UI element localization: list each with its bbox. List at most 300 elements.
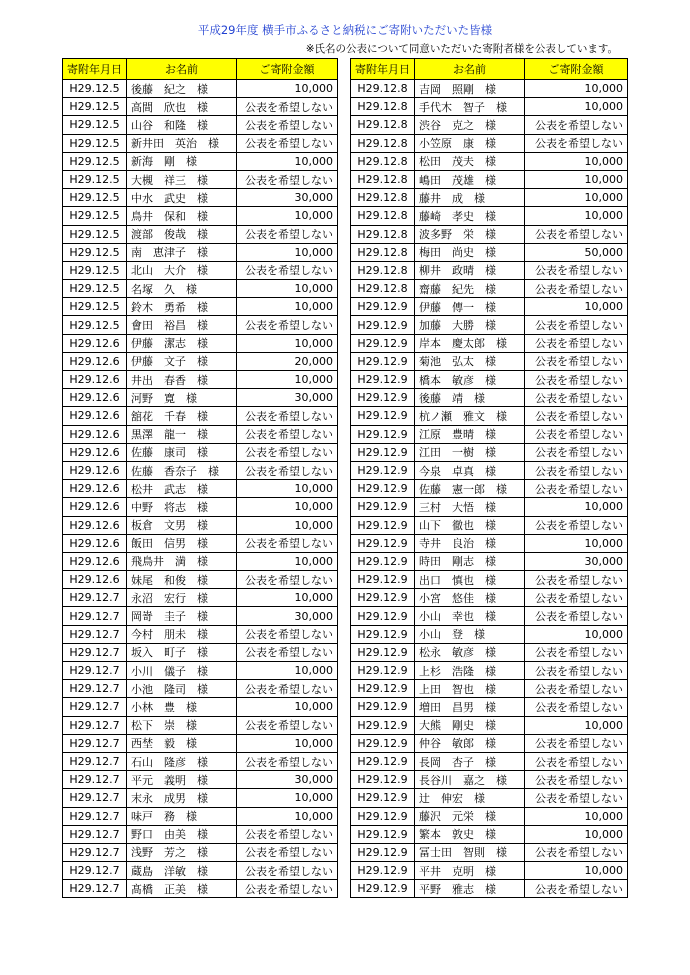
name-cell: 藤沢 元栄 様 (415, 807, 525, 825)
date-cell: H29.12.6 (63, 480, 127, 498)
table-row (63, 807, 338, 825)
date-cell: H29.12.6 (63, 389, 127, 407)
name-cell: 浅野 芳之 様 (127, 843, 237, 861)
amount-cell: 10,000 (525, 807, 628, 825)
name-cell: 増田 昌男 様 (415, 698, 525, 716)
date-cell: H29.12.5 (63, 116, 127, 134)
amount-cell: 10,000 (237, 80, 338, 98)
name-cell: 江田 一樹 様 (415, 443, 525, 461)
table-row (63, 516, 338, 534)
table-row (63, 207, 338, 225)
date-cell: H29.12.6 (63, 571, 127, 589)
amount-cell: 公表を希望しない (525, 607, 628, 625)
name-cell: 小笠原 康 様 (415, 134, 525, 152)
amount-cell: 30,000 (237, 607, 338, 625)
table-row (351, 371, 628, 389)
amount-cell: 公表を希望しない (525, 662, 628, 680)
date-cell: H29.12.6 (63, 334, 127, 352)
table-row (351, 680, 628, 698)
date-cell: H29.12.7 (63, 643, 127, 661)
name-cell: 松永 敏彦 様 (415, 643, 525, 661)
date-cell: H29.12.7 (63, 880, 127, 898)
table-row (63, 680, 338, 698)
name-cell: 岸本 慶太郎 様 (415, 334, 525, 352)
amount-cell: 10,000 (525, 534, 628, 552)
name-cell: 松下 崇 様 (127, 716, 237, 734)
table-row (351, 461, 628, 479)
date-cell: H29.12.5 (63, 316, 127, 334)
name-cell: 加藤 大勝 様 (415, 316, 525, 334)
disclosure-note: ※氏名の公表について同意いただいた寄附者様を公表しています。 (305, 43, 618, 55)
table-row (351, 498, 628, 516)
name-cell: 齋藤 紀先 様 (415, 280, 525, 298)
name-cell: 黒澤 龍一 様 (127, 425, 237, 443)
date-cell: H29.12.9 (351, 371, 415, 389)
amount-cell: 20,000 (237, 352, 338, 370)
date-cell: H29.12.9 (351, 316, 415, 334)
amount-cell: 公表を希望しない (525, 425, 628, 443)
amount-cell: 公表を希望しない (525, 516, 628, 534)
amount-cell: 10,000 (525, 98, 628, 116)
date-cell: H29.12.9 (351, 407, 415, 425)
date-cell: H29.12.9 (351, 789, 415, 807)
table-header-row (351, 59, 628, 80)
table-row (351, 862, 628, 880)
table-row (351, 698, 628, 716)
date-cell: H29.12.8 (351, 280, 415, 298)
amount-cell: 公表を希望しない (525, 280, 628, 298)
amount-cell: 10,000 (237, 789, 338, 807)
table-row (351, 552, 628, 570)
date-cell: H29.12.7 (63, 716, 127, 734)
name-cell: 伊藤 傳一 様 (415, 298, 525, 316)
amount-cell: 公表を希望しない (525, 225, 628, 243)
name-cell: 後藤 靖 様 (415, 389, 525, 407)
name-cell: 小山 幸也 様 (415, 607, 525, 625)
date-cell: H29.12.5 (63, 80, 127, 98)
table-row (351, 880, 628, 898)
amount-cell: 30,000 (237, 771, 338, 789)
table-row (63, 589, 338, 607)
amount-cell: 10,000 (525, 152, 628, 170)
table-row (63, 352, 338, 370)
amount-cell: 10,000 (525, 625, 628, 643)
amount-cell: 公表を希望しない (525, 680, 628, 698)
name-cell: 會田 裕昌 様 (127, 316, 237, 334)
date-cell: H29.12.5 (63, 134, 127, 152)
name-cell: 上杉 浩隆 様 (415, 662, 525, 680)
table-row (63, 134, 338, 152)
table-row (351, 825, 628, 843)
amount-cell: 10,000 (525, 716, 628, 734)
amount-cell: 公表を希望しない (237, 443, 338, 461)
date-cell: H29.12.8 (351, 225, 415, 243)
date-cell: H29.12.7 (63, 662, 127, 680)
date-cell: H29.12.8 (351, 80, 415, 98)
name-cell: 末永 成男 様 (127, 789, 237, 807)
date-cell: H29.12.8 (351, 170, 415, 188)
date-cell: H29.12.5 (63, 225, 127, 243)
table-row (351, 170, 628, 188)
table-row (351, 789, 628, 807)
table-row (63, 443, 338, 461)
name-cell: 長岡 杏子 様 (415, 752, 525, 770)
date-cell: H29.12.9 (351, 662, 415, 680)
date-cell: H29.12.9 (351, 334, 415, 352)
date-cell: H29.12.6 (63, 516, 127, 534)
date-cell: H29.12.8 (351, 207, 415, 225)
name-cell: 渋谷 克之 様 (415, 116, 525, 134)
table-row (63, 789, 338, 807)
table-row (63, 152, 338, 170)
table-row (351, 116, 628, 134)
table-row (63, 298, 338, 316)
table-row (63, 862, 338, 880)
name-cell: 鳥井 保和 様 (127, 207, 237, 225)
table-row (351, 752, 628, 770)
amount-cell: 公表を希望しない (525, 443, 628, 461)
date-cell: H29.12.8 (351, 98, 415, 116)
name-cell: 新海 剛 様 (127, 152, 237, 170)
date-cell: H29.12.6 (63, 552, 127, 570)
amount-cell: 10,000 (237, 698, 338, 716)
date-cell: H29.12.7 (63, 771, 127, 789)
table-row (351, 243, 628, 261)
table-row (63, 116, 338, 134)
date-cell: H29.12.9 (351, 534, 415, 552)
date-cell: H29.12.5 (63, 152, 127, 170)
table-row (351, 662, 628, 680)
name-cell: 手代木 智子 様 (415, 98, 525, 116)
date-cell: H29.12.8 (351, 134, 415, 152)
table-row (63, 698, 338, 716)
amount-cell: 10,000 (525, 498, 628, 516)
header-amount: ご寄附金額 (525, 59, 628, 80)
amount-cell: 公表を希望しない (525, 480, 628, 498)
amount-cell: 公表を希望しない (525, 698, 628, 716)
name-cell: 柳井 政晴 様 (415, 261, 525, 279)
name-cell: 佐藤 憲一郎 様 (415, 480, 525, 498)
date-cell: H29.12.8 (351, 189, 415, 207)
name-cell: 河野 寛 様 (127, 389, 237, 407)
table-row (63, 607, 338, 625)
table-row (63, 571, 338, 589)
date-cell: H29.12.6 (63, 407, 127, 425)
date-cell: H29.12.6 (63, 498, 127, 516)
amount-cell: 30,000 (237, 189, 338, 207)
date-cell: H29.12.5 (63, 189, 127, 207)
date-cell: H29.12.6 (63, 425, 127, 443)
table-row (63, 425, 338, 443)
table-row (63, 734, 338, 752)
donor-table-right (350, 58, 628, 898)
name-cell: 松田 茂夫 様 (415, 152, 525, 170)
table-row (63, 170, 338, 188)
amount-cell: 10,000 (237, 516, 338, 534)
name-cell: 高間 欣也 様 (127, 98, 237, 116)
amount-cell: 公表を希望しない (237, 134, 338, 152)
amount-cell: 10,000 (237, 662, 338, 680)
name-cell: 吉岡 照剛 様 (415, 80, 525, 98)
table-row (351, 734, 628, 752)
amount-cell: 公表を希望しない (525, 734, 628, 752)
amount-cell: 10,000 (525, 825, 628, 843)
date-cell: H29.12.5 (63, 298, 127, 316)
amount-cell: 公表を希望しない (237, 571, 338, 589)
amount-cell: 10,000 (237, 298, 338, 316)
name-cell: 板倉 文男 様 (127, 516, 237, 534)
amount-cell: 公表を希望しない (237, 116, 338, 134)
amount-cell: 公表を希望しない (237, 643, 338, 661)
amount-cell: 公表を希望しない (237, 862, 338, 880)
date-cell: H29.12.9 (351, 389, 415, 407)
header-date: 寄附年月日 (351, 59, 415, 80)
date-cell: H29.12.9 (351, 862, 415, 880)
table-row (63, 498, 338, 516)
amount-cell: 公表を希望しない (525, 461, 628, 479)
date-cell: H29.12.9 (351, 498, 415, 516)
date-cell: H29.12.6 (63, 352, 127, 370)
amount-cell: 公表を希望しない (237, 716, 338, 734)
amount-cell: 公表を希望しない (237, 625, 338, 643)
amount-cell: 公表を希望しない (525, 880, 628, 898)
amount-cell: 公表を希望しない (237, 225, 338, 243)
name-cell: 永沼 宏行 様 (127, 589, 237, 607)
amount-cell: 10,000 (525, 862, 628, 880)
name-cell: 山下 徹也 様 (415, 516, 525, 534)
amount-cell: 公表を希望しない (525, 789, 628, 807)
amount-cell: 10,000 (525, 80, 628, 98)
date-cell: H29.12.9 (351, 625, 415, 643)
date-cell: H29.12.9 (351, 843, 415, 861)
date-cell: H29.12.5 (63, 170, 127, 188)
name-cell: 時田 剛志 様 (415, 552, 525, 570)
table-row (63, 625, 338, 643)
amount-cell: 公表を希望しない (525, 571, 628, 589)
amount-cell: 公表を希望しない (237, 261, 338, 279)
header-name: お名前 (127, 59, 237, 80)
name-cell: 寺井 良治 様 (415, 534, 525, 552)
date-cell: H29.12.6 (63, 443, 127, 461)
name-cell: 冨士田 智則 様 (415, 843, 525, 861)
name-cell: 上田 智也 様 (415, 680, 525, 698)
table-row (351, 80, 628, 98)
amount-cell: 10,000 (237, 498, 338, 516)
name-cell: 菊池 弘太 様 (415, 352, 525, 370)
name-cell: 味戸 務 様 (127, 807, 237, 825)
name-cell: 伊藤 文子 様 (127, 352, 237, 370)
amount-cell: 公表を希望しない (525, 589, 628, 607)
table-row (63, 280, 338, 298)
date-cell: H29.12.5 (63, 207, 127, 225)
date-cell: H29.12.5 (63, 243, 127, 261)
table-row (63, 880, 338, 898)
name-cell: 辻 伸宏 様 (415, 789, 525, 807)
date-cell: H29.12.8 (351, 243, 415, 261)
name-cell: 仲谷 敏郎 様 (415, 734, 525, 752)
amount-cell: 10,000 (525, 189, 628, 207)
table-row (351, 716, 628, 734)
date-cell: H29.12.7 (63, 589, 127, 607)
table-row (63, 261, 338, 279)
date-cell: H29.12.7 (63, 625, 127, 643)
table-row (351, 807, 628, 825)
table-row (351, 443, 628, 461)
name-cell: 大熊 剛史 様 (415, 716, 525, 734)
amount-cell: 10,000 (237, 152, 338, 170)
name-cell: 長谷川 嘉之 様 (415, 771, 525, 789)
table-row (63, 534, 338, 552)
date-cell: H29.12.9 (351, 607, 415, 625)
name-cell: 新井田 英治 様 (127, 134, 237, 152)
date-cell: H29.12.9 (351, 771, 415, 789)
table-row (351, 407, 628, 425)
table-row (351, 571, 628, 589)
name-cell: 松井 武志 様 (127, 480, 237, 498)
date-cell: H29.12.9 (351, 571, 415, 589)
table-row (351, 280, 628, 298)
amount-cell: 公表を希望しない (237, 680, 338, 698)
table-row (351, 98, 628, 116)
header-date: 寄附年月日 (63, 59, 127, 80)
name-cell: 岡嵜 圭子 様 (127, 607, 237, 625)
table-row (351, 152, 628, 170)
date-cell: H29.12.9 (351, 734, 415, 752)
name-cell: 北山 大介 様 (127, 261, 237, 279)
name-cell: 西埜 毅 様 (127, 734, 237, 752)
table-row (63, 825, 338, 843)
date-cell: H29.12.9 (351, 298, 415, 316)
date-cell: H29.12.6 (63, 461, 127, 479)
date-cell: H29.12.7 (63, 843, 127, 861)
amount-cell: 公表を希望しない (525, 261, 628, 279)
table-row (351, 516, 628, 534)
amount-cell: 公表を希望しない (525, 371, 628, 389)
amount-cell: 30,000 (525, 552, 628, 570)
amount-cell: 10,000 (237, 243, 338, 261)
table-row (63, 716, 338, 734)
date-cell: H29.12.6 (63, 534, 127, 552)
amount-cell: 10,000 (525, 207, 628, 225)
date-cell: H29.12.6 (63, 371, 127, 389)
amount-cell: 10,000 (237, 480, 338, 498)
name-cell: 名塚 久 様 (127, 280, 237, 298)
header-amount: ご寄附金額 (237, 59, 338, 80)
name-cell: 藤崎 孝史 様 (415, 207, 525, 225)
date-cell: H29.12.9 (351, 825, 415, 843)
table-row (351, 425, 628, 443)
amount-cell: 公表を希望しない (237, 534, 338, 552)
amount-cell: 公表を希望しない (237, 98, 338, 116)
name-cell: 今村 朋未 様 (127, 625, 237, 643)
name-cell: 平元 義明 様 (127, 771, 237, 789)
amount-cell: 公表を希望しない (237, 316, 338, 334)
table-row (351, 607, 628, 625)
name-cell: 杭ノ瀬 雅文 様 (415, 407, 525, 425)
name-cell: 妹尾 和俊 様 (127, 571, 237, 589)
date-cell: H29.12.7 (63, 698, 127, 716)
table-row (351, 316, 628, 334)
header-name: お名前 (415, 59, 525, 80)
table-row (63, 752, 338, 770)
table-row (351, 843, 628, 861)
amount-cell: 公表を希望しない (525, 134, 628, 152)
name-cell: 石山 隆彦 様 (127, 752, 237, 770)
date-cell: H29.12.7 (63, 789, 127, 807)
table-row (63, 552, 338, 570)
date-cell: H29.12.7 (63, 825, 127, 843)
name-cell: 小池 隆司 様 (127, 680, 237, 698)
name-cell: 小川 儀子 様 (127, 662, 237, 680)
name-cell: 南 恵津子 様 (127, 243, 237, 261)
date-cell: H29.12.7 (63, 734, 127, 752)
name-cell: 髙橋 正美 様 (127, 880, 237, 898)
name-cell: 飛鳥井 満 様 (127, 552, 237, 570)
name-cell: 鈴木 勇希 様 (127, 298, 237, 316)
amount-cell: 公表を希望しない (237, 170, 338, 188)
name-cell: 後藤 紀之 様 (127, 80, 237, 98)
table-row (63, 189, 338, 207)
date-cell: H29.12.9 (351, 698, 415, 716)
date-cell: H29.12.9 (351, 516, 415, 534)
date-cell: H29.12.7 (63, 862, 127, 880)
table-row (351, 771, 628, 789)
name-cell: 今泉 卓真 様 (415, 461, 525, 479)
name-cell: 渡部 俊哉 様 (127, 225, 237, 243)
table-row (63, 643, 338, 661)
table-row (63, 98, 338, 116)
amount-cell: 公表を希望しない (237, 407, 338, 425)
amount-cell: 10,000 (525, 298, 628, 316)
amount-cell: 10,000 (237, 807, 338, 825)
date-cell: H29.12.7 (63, 807, 127, 825)
date-cell: H29.12.9 (351, 425, 415, 443)
date-cell: H29.12.9 (351, 807, 415, 825)
name-cell: 中野 将志 様 (127, 498, 237, 516)
date-cell: H29.12.9 (351, 680, 415, 698)
date-cell: H29.12.9 (351, 552, 415, 570)
name-cell: 大槻 祥三 様 (127, 170, 237, 188)
name-cell: 佐藤 康司 様 (127, 443, 237, 461)
name-cell: 飯田 信男 様 (127, 534, 237, 552)
table-row (63, 389, 338, 407)
amount-cell: 公表を希望しない (237, 752, 338, 770)
table-row (63, 371, 338, 389)
name-cell: 蔵島 洋敏 様 (127, 862, 237, 880)
amount-cell: 公表を希望しない (237, 880, 338, 898)
date-cell: H29.12.9 (351, 443, 415, 461)
amount-cell: 公表を希望しない (525, 352, 628, 370)
name-cell: 出口 慎也 様 (415, 571, 525, 589)
table-row (63, 662, 338, 680)
table-row (351, 261, 628, 279)
table-row (351, 625, 628, 643)
table-row (63, 225, 338, 243)
table-row (351, 298, 628, 316)
amount-cell: 30,000 (237, 389, 338, 407)
name-cell: 江原 豊晴 様 (415, 425, 525, 443)
amount-cell: 公表を希望しない (525, 843, 628, 861)
table-row (351, 589, 628, 607)
amount-cell: 公表を希望しない (237, 425, 338, 443)
name-cell: 波多野 栄 様 (415, 225, 525, 243)
table-row (63, 407, 338, 425)
name-cell: 繁本 敦史 様 (415, 825, 525, 843)
table-row (351, 134, 628, 152)
table-row (351, 189, 628, 207)
date-cell: H29.12.9 (351, 461, 415, 479)
name-cell: 三村 大悟 様 (415, 498, 525, 516)
